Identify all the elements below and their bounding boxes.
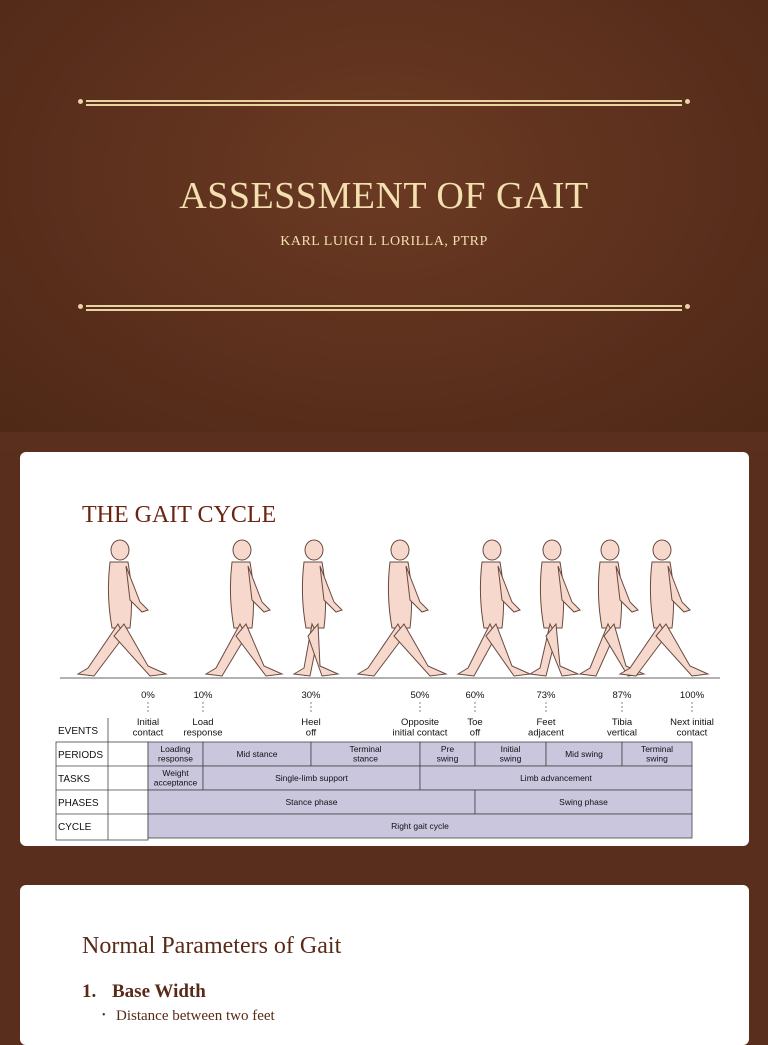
walking-figure xyxy=(580,540,644,676)
percentage-label: 50% xyxy=(410,690,430,701)
bullet-icon: • xyxy=(102,1010,106,1021)
event-label: Feet adjacent xyxy=(528,717,564,739)
period-cell-label: Pre swing xyxy=(436,744,459,764)
gait-cycle-title: THE GAIT CYCLE xyxy=(82,502,277,528)
list-label: Base Width xyxy=(112,981,206,1002)
row-label: CYCLE xyxy=(58,822,92,833)
event-label: Next initial contact xyxy=(670,717,714,739)
row-label: EVENTS xyxy=(58,726,99,737)
percentage-label: 100% xyxy=(679,690,705,701)
bullet-text: Distance between two feet xyxy=(116,1008,275,1024)
phase-cell-label: Swing phase xyxy=(559,797,608,807)
percentage-label: 10% xyxy=(193,690,213,701)
slide-title: ASSESSMENT OF GAIT xyxy=(179,175,589,217)
period-cell-label: Terminal stance xyxy=(349,744,382,764)
walking-figure xyxy=(358,540,446,676)
title-slide xyxy=(0,0,768,432)
percentage-label: 30% xyxy=(301,690,321,701)
task-cell-label: Single-limb support xyxy=(275,773,348,783)
task-cell-label: Weight acceptance xyxy=(153,768,198,788)
bullet-item xyxy=(102,1008,275,1025)
event-label: Toe off xyxy=(467,717,483,739)
walking-figure xyxy=(78,540,166,676)
period-cell-label: Initial swing xyxy=(499,744,522,764)
phase-cell-label: Stance phase xyxy=(285,797,338,807)
gait-cycle-slide xyxy=(20,452,749,846)
walking-figure xyxy=(458,540,530,676)
period-cell-label: Mid swing xyxy=(565,749,603,759)
parameters-slide xyxy=(20,885,749,1045)
list-item-base-width xyxy=(82,981,206,1003)
event-label: Initial contact xyxy=(132,717,164,739)
list-number: 1. xyxy=(82,981,97,1002)
bottom-divider xyxy=(78,305,690,311)
event-label: Heel off xyxy=(301,717,321,739)
event-label: Load response xyxy=(183,717,223,739)
row-label: TASKS xyxy=(58,774,91,785)
event-label: Opposite initial contact xyxy=(392,717,448,739)
percentage-label: 60% xyxy=(465,690,485,701)
row-label: PERIODS xyxy=(58,750,104,761)
walking-figure xyxy=(294,540,342,676)
task-cell-label: Limb advancement xyxy=(520,773,592,783)
walking-figure xyxy=(206,540,282,676)
percentage-label: 0% xyxy=(141,690,155,701)
slide-author: KARL LUIGI L LORILLA, PTRP xyxy=(280,234,488,249)
percentage-label: 87% xyxy=(612,690,632,701)
period-cell-label: Terminal swing xyxy=(640,744,674,764)
percentage-label: 73% xyxy=(536,690,556,701)
gait-cycle-diagram xyxy=(20,452,749,846)
period-cell-label: Mid stance xyxy=(236,749,278,759)
walking-figure xyxy=(530,540,580,676)
event-label: Tibia vertical xyxy=(606,717,638,739)
period-cell-label: Loading response xyxy=(158,744,193,764)
top-divider xyxy=(78,100,690,106)
row-label: PHASES xyxy=(58,798,99,809)
parameters-title: Normal Parameters of Gait xyxy=(82,933,342,959)
cycle-cell-label: Right gait cycle xyxy=(391,821,449,831)
